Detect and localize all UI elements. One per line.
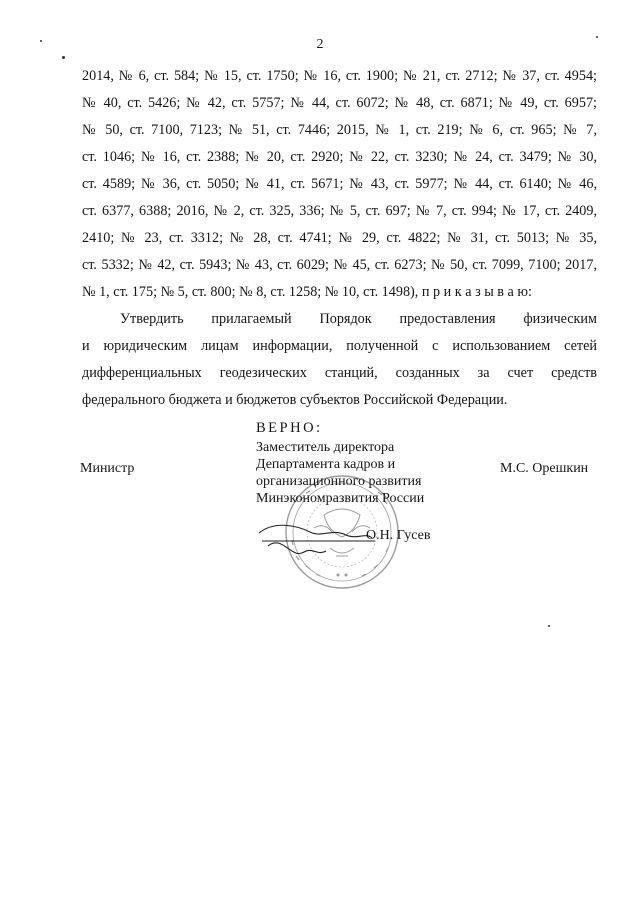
certification-line: Заместитель директора — [256, 440, 395, 455]
reference-line: 2014, № 6, ст. 584; № 15, ст. 1750; № 16, ст. 1900; № 21, ст. 2712; № 37, ст. 4954; — [82, 68, 597, 84]
certification-line: Департамента кадров и — [256, 457, 396, 472]
certification-signer: О.Н. Гусев — [366, 528, 431, 543]
reference-line: ст. 5332; № 42, ст. 5943; № 43, ст. 6029; № 45, ст. 6273; № 50, ст. 7099, 7100; 2017, — [82, 257, 597, 273]
reference-line: № 40, ст. 5426; № 42, ст. 5757; № 44, ст. 6072; № 48, ст. 6871; № 49, ст. 6957; — [82, 95, 597, 111]
minister-name: М.С. Орешкин — [500, 461, 589, 476]
order-line: и юридическим лицам информации, полученной с использованием сетей — [82, 338, 597, 354]
reference-line: ст. 4589; № 36, ст. 5050; № 41, ст. 5671; № 43, ст. 5977; № 44, ст. 6140; № 46, — [82, 176, 597, 192]
page-number: 2 — [316, 37, 324, 52]
certification-mark: ВЕРНО: — [256, 420, 323, 436]
order-line: федерального бюджета и бюджетов субъектов Российской Федерации. — [82, 392, 508, 408]
reference-line: ст. 6377, 6388; 2016, № 2, ст. 325, 336; № 5, ст. 697; № 7, ст. 994; № 17, ст. 2409, — [82, 203, 597, 219]
signature-mark — [259, 525, 375, 553]
reference-line: ст. 1046; № 16, ст. 2388; № 20, ст. 2920; № 22, ст. 3230; № 24, ст. 3479; № 30, — [82, 149, 597, 165]
order-line: дифференциальных геодезических станций, созданных за счет средств — [82, 365, 597, 381]
scan-speck — [62, 56, 65, 59]
reference-line: 2410; № 23, ст. 3312; № 28, ст. 4741; № 29, ст. 4822; № 31, ст. 5013; № 35, — [82, 230, 597, 246]
reference-line: № 1, ст. 175; № 5, ст. 800; № 8, ст. 1258; № 10, ст. 1498), п р и к а з ы в а ю: — [82, 284, 532, 300]
certification-line: Минэкономразвития России — [256, 491, 425, 506]
certification-line: организационного развития — [256, 474, 422, 489]
scan-speck — [40, 40, 42, 42]
reference-line: № 50, ст. 7100, 7123; № 51, ст. 7446; 2015, № 1, ст. 219; № 6, ст. 965; № 7, — [82, 122, 597, 138]
minister-title: Министр — [80, 461, 135, 476]
order-line: Утвердить прилагаемый Порядок предоставления физическим — [120, 311, 597, 327]
scan-speck — [596, 36, 598, 38]
scan-speck — [548, 625, 550, 627]
